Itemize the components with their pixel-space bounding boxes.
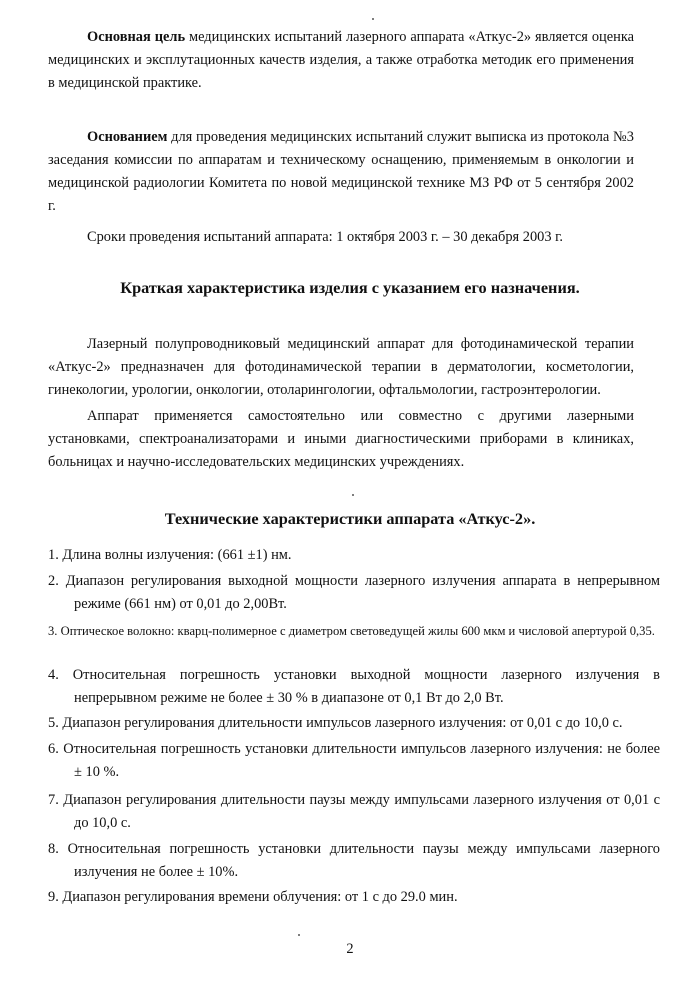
spec-number: 4. bbox=[48, 667, 59, 683]
spec-item-2 bbox=[48, 570, 660, 616]
spec-item-5 bbox=[48, 712, 660, 735]
spec-item-9 bbox=[48, 886, 660, 909]
spec-number: 6. bbox=[48, 741, 59, 757]
scan-speck bbox=[372, 18, 374, 20]
basis-text: для проведения медицинских испытаний служит выписка из протокола №3 заседания комиссии по аппаратам и техническому оснащению, применяемым в онкологии и медицинской радиологии Комитета по новой медицинской технике МЗ РФ от 5 сентября 2002 г. bbox=[48, 129, 634, 214]
spec-number: 8. bbox=[48, 841, 59, 857]
spec-item-4 bbox=[48, 664, 660, 710]
basis-paragraph bbox=[48, 126, 634, 218]
description-heading: Краткая характеристика изделия с указанием его назначения. bbox=[120, 278, 580, 297]
spec-text: Относительная погрешность установки длительности паузы между импульсами лазерного излучения не более ± 10%. bbox=[67, 841, 660, 880]
basis-lead: Основанием bbox=[87, 129, 168, 145]
description-paragraph-1: Лазерный полупроводниковый медицинский аппарат для фотодинамической терапии «Аткус-2» предназначен для фотодинамической терапии в дерматологии, косметологии, гинекологии, урологии, онкологии, отоларингологии, офтальмологии, гастроэнтерологии. bbox=[48, 336, 634, 398]
spec-text: Относительная погрешность установки выходной мощности лазерного излучения в непрерывном режиме не более ± 30 % в диапазоне от 0,1 Вт до 2,0 Вт. bbox=[72, 667, 660, 706]
spec-number: 1. bbox=[48, 547, 59, 563]
spec-text: Диапазон регулирования длительности паузы между импульсами лазерного излучения от 0,01 с до 10,0 с. bbox=[63, 792, 660, 831]
description-paragraph-2: Аппарат применяется самостоятельно или совместно с другими лазерными установками, спектроанализаторами и иными диагностическими приборами в клиниках, больницах и научно-исследовательских медицинских учреждениях. bbox=[48, 408, 634, 470]
spec-number: 7. bbox=[48, 792, 59, 808]
dates-paragraph: Сроки проведения испытаний аппарата: 1 октября 2003 г. – 30 декабря 2003 г. bbox=[87, 229, 563, 245]
spec-text: Диапазон регулирования времени облучения: от 1 с до 29.0 мин. bbox=[62, 889, 458, 905]
spec-number: 5. bbox=[48, 715, 59, 731]
spec-item-8 bbox=[48, 838, 660, 884]
spec-number: 3. bbox=[48, 624, 58, 638]
spec-item-6 bbox=[48, 738, 660, 784]
spec-text: Длина волны излучения: (661 ±1) нм. bbox=[62, 547, 292, 563]
scan-speck bbox=[298, 934, 300, 936]
spec-number: 9. bbox=[48, 889, 59, 905]
goal-text: медицинских испытаний лазерного аппарата «Аткус-2» является оценка медицинских и эксплутационных качеств изделия, а также отработка методик его применения в медицинской практике. bbox=[48, 29, 634, 91]
page-number: 2 bbox=[346, 941, 354, 957]
spec-item-1 bbox=[48, 544, 660, 567]
spec-text: Диапазон регулирования длительности импульсов лазерного излучения: от 0,01 с до 10,0 с. bbox=[62, 715, 623, 731]
specs-heading: Технические характеристики аппарата «Аткус-2». bbox=[164, 509, 536, 528]
spec-text: Диапазон регулирования выходной мощности лазерного излучения аппарата в непрерывном режиме (661 нм) от 0,01 до 2,00Вт. bbox=[65, 573, 660, 612]
spec-number: 2. bbox=[48, 573, 59, 589]
spec-text: Относительная погрешность установки длительности импульсов лазерного излучения: не более ± 10 %. bbox=[63, 741, 660, 780]
spec-text: Оптическое волокно: кварц-полимерное с диаметром световедущей жилы 600 мкм и числовой апертурой 0,35. bbox=[60, 624, 655, 638]
spec-item-3 bbox=[48, 620, 660, 643]
scan-speck bbox=[352, 494, 354, 496]
spec-item-7 bbox=[48, 789, 660, 835]
goal-paragraph bbox=[48, 26, 634, 95]
goal-lead: Основная цель bbox=[87, 29, 186, 45]
